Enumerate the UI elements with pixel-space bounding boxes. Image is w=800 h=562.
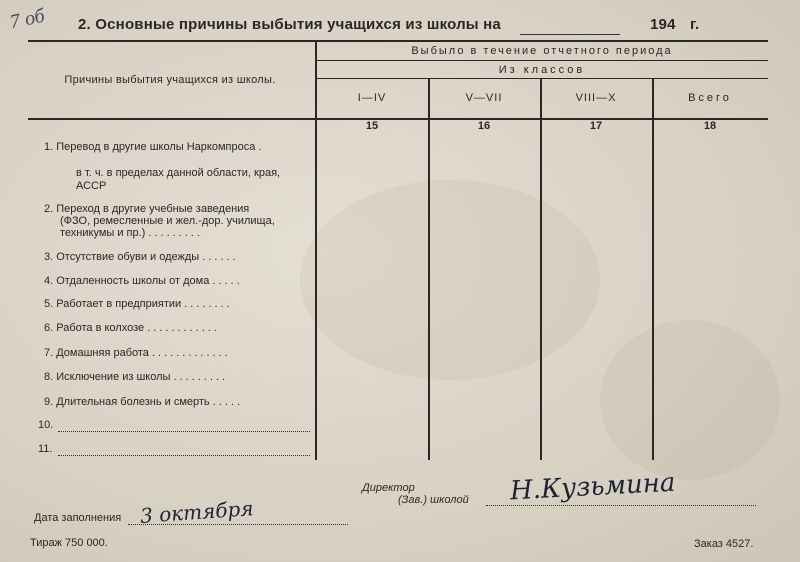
col-header-1-4: I—IV bbox=[357, 92, 387, 104]
column-number-18: 18 bbox=[703, 120, 717, 132]
from-classes-header: Из классов bbox=[498, 64, 586, 76]
reason-6: 6. Работа в колхозе ............ bbox=[44, 322, 220, 334]
year-suffix: г. bbox=[690, 16, 700, 33]
reason-2-line1: 2. Переход в другие учебные заведения bbox=[44, 203, 250, 215]
director-signature: Н.Кузьмина bbox=[509, 467, 677, 507]
header-divider-1 bbox=[316, 60, 768, 61]
year-value: 194 bbox=[650, 16, 676, 33]
circulation-text: Тираж 750 000. bbox=[30, 537, 108, 549]
header-bottom-border bbox=[28, 118, 768, 120]
reason-11: 11. bbox=[38, 443, 53, 455]
reason-5: 5. Работает в предприятии ........ bbox=[44, 298, 233, 310]
dropped-header: Выбыло в течение отчетного периода bbox=[411, 45, 673, 57]
column-number-17: 17 bbox=[589, 120, 603, 132]
col-header-total: Всего bbox=[688, 92, 732, 104]
reason-10: 10. bbox=[38, 419, 54, 431]
reason-1-sub-line2: АССР bbox=[76, 180, 107, 192]
col-header-5-7: V—VII bbox=[465, 92, 503, 104]
column-divider-3 bbox=[652, 78, 654, 460]
reason-2-line3: техникумы и пр.) ......... bbox=[60, 227, 203, 239]
column-divider-1 bbox=[428, 78, 430, 460]
column-divider-2 bbox=[540, 78, 542, 460]
column-number-16: 16 bbox=[477, 120, 491, 132]
reason-2-line2: (ФЗО, ремесленные и жел.-дор. училища, bbox=[60, 215, 275, 227]
reason-11-blank-line bbox=[58, 455, 310, 456]
year-underline bbox=[520, 34, 620, 35]
reason-8: 8. Исключение из школы ......... bbox=[44, 371, 229, 383]
column-number-15: 15 bbox=[365, 120, 379, 132]
reason-7: 7. Домашняя работа ............. bbox=[44, 347, 231, 359]
reason-4: 4. Отдаленность школы от дома ..... bbox=[44, 275, 243, 287]
reason-1: 1. Перевод в другие школы Наркомпроса . bbox=[44, 141, 262, 153]
reason-1-sub-line1: в т. ч. в пределах данной области, края, bbox=[76, 167, 281, 179]
section-title-text: 2. Основные причины выбытия учащихся из школы на bbox=[78, 16, 501, 33]
paper-stain bbox=[600, 320, 780, 480]
director-label: Директор bbox=[362, 482, 415, 494]
section-title bbox=[78, 16, 768, 33]
table-top-border bbox=[28, 40, 768, 42]
reason-3: 3. Отсутствие обуви и одежды ...... bbox=[44, 251, 239, 263]
director-label-school: (Зав.) школой bbox=[398, 494, 469, 506]
reason-9: 9. Длительная болезнь и смерть ..... bbox=[44, 396, 244, 408]
handwritten-mark: 7 об bbox=[7, 4, 47, 34]
paper-stain bbox=[300, 180, 600, 380]
reason-10-blank-line bbox=[58, 431, 310, 432]
date-label: Дата заполнения bbox=[34, 512, 122, 524]
date-handwritten: 3 октября bbox=[139, 496, 255, 528]
col-header-8-10: VIII—X bbox=[575, 92, 617, 104]
order-number: Заказ 4527. bbox=[694, 538, 754, 550]
reasons-header: Причины выбытия учащихся из школы. bbox=[64, 74, 276, 86]
header-divider-2 bbox=[316, 78, 768, 79]
